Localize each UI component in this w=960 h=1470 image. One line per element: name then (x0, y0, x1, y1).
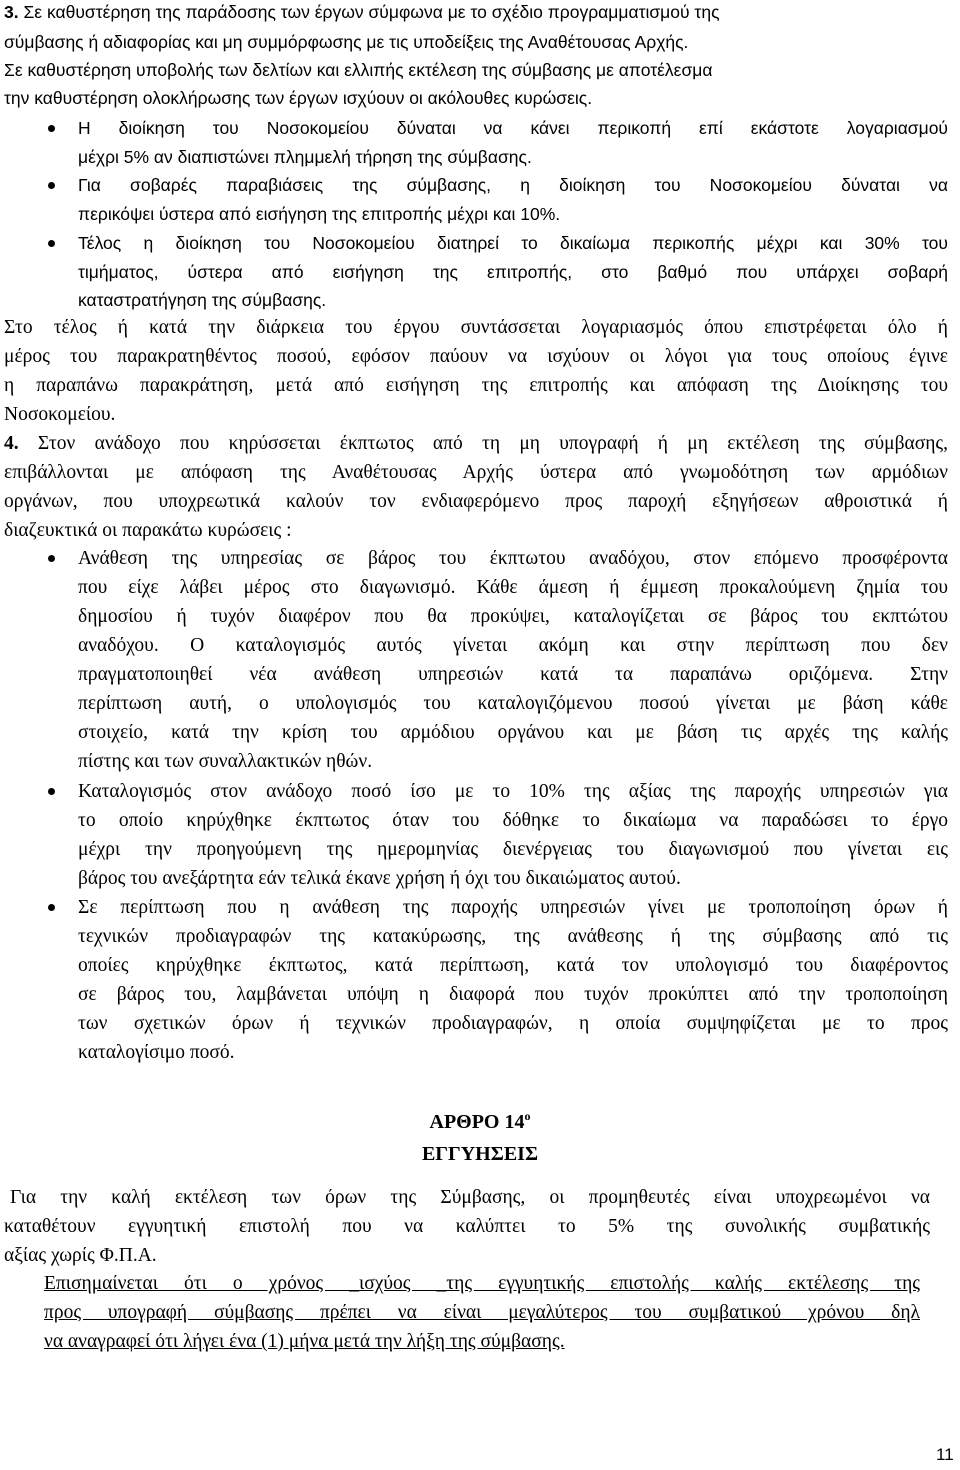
page-number: 11 (936, 1445, 954, 1464)
section-4-line: οργάνων, που υποχρεωτικά καλούν τον ενδιαφερόμενο προς παροχή εξηγήσεων αθροιστικά ή (4, 491, 948, 512)
bullet-text: Καταλογισμός στον ανάδοχο ποσό ίσο με το 10% της αξίας της παροχής υπηρεσιών για (78, 781, 948, 802)
bullet-text: των σχετικών όρων ή τεχνικών προδιαγραφών, η οποία συμψηφίζεται με το προς (78, 1013, 948, 1034)
section-3-text: Σε καθυστέρηση της παράδοσης των έργων σύμφωνα με το σχέδιο προγραμματισμού της (23, 2, 720, 22)
bullet-text: Ανάθεση της υπηρεσίας σε βάρος του έκπτωτου αναδόχου, στον επόμενο προσφέροντα (78, 548, 948, 569)
bullet-text: Για σοβαρές παραβιάσεις της σύμβασης, η διοίκηση του Νοσοκομείου δύναται να (78, 175, 948, 195)
bullet-text: Σε περίπτωση που η ανάθεση της παροχής υπηρεσιών γίνει με τροποποίηση όρων ή (78, 897, 948, 918)
article-title-sup: ο (524, 1109, 531, 1123)
bullet-text: Η διοίκηση του Νοσοκομείου δύναται να κάνει περικοπή επί εκάστοτε λογαριασμού (78, 118, 948, 138)
section-3-line (4, 4, 950, 22)
section-4-line: επιβάλλονται με απόφαση της Αναθέτουσας Αρχής ύστερα από γνωμοδότηση των αρμόδιων (4, 462, 948, 483)
bullet-text: πραγματοποιηθεί νέα ανάθεση υπηρεσιών κατά τα παραπάνω οριζόμενα. Στην (78, 664, 948, 685)
bullet-text: δημοσίου ή τυχόν διαφέρον που θα προκύψει, καταλογίζεται σε βάρος του εκπτώτου (78, 606, 948, 627)
paragraph-line: Στο τέλος ή κατά την διάρκεια του έργου συντάσσεται λογαριασμός όπου επιστρέφεται όλο ή (4, 317, 948, 338)
bullet-icon (48, 904, 55, 911)
underlined-note-line: να αναγραφεί ότι λήγει ένα (1) μήνα μετά την λήξη της σύμβασης. (44, 1331, 565, 1352)
bullet-icon (48, 788, 55, 795)
bullet-text: αναδόχου. Ο καταλογισμός αυτός γίνεται ακόμη και στην περίπτωση που δεν (78, 635, 948, 656)
bullet-text: Τέλος η διοίκηση του Νοσοκομείου διατηρεί το δικαίωμα περικοπής μέχρι και 30% του (78, 233, 948, 253)
paragraph-line: η παραπάνω παρακράτηση, μετά από εισήγηση της επιτροπής και απόφαση της Διοίκησης του (4, 375, 948, 396)
bullet-text: μέχρι 5% αν διαπιστώνει πλημμελή τήρηση της σύμβασης. (78, 147, 532, 167)
bullet-icon (48, 182, 55, 189)
section-4-line (4, 434, 948, 454)
bullet-text: που είχε λάβει μέρος στο διαγωνισμό. Κάθε άμεση ή έμμεση προκαλούμενη ζημία του (78, 577, 948, 598)
article-paragraph-line: Για την καλή εκτέλεση των όρων της Σύμβασης, οι προμηθευτές είναι υποχρεωμένοι να (10, 1187, 930, 1208)
bullet-text: στοιχείο, κατά την κρίση του αρμόδιου οργάνου και με βάση τις αρχές της καλής (78, 722, 948, 743)
bullet-icon (48, 240, 55, 247)
section-4-number: 4. (4, 433, 19, 454)
article-title-text: ΑΡΘΡΟ 14 (429, 1111, 525, 1133)
paragraph-line: μέρος του παρακρατηθέντος ποσού, εφόσον παύουν να ισχύουν οι λόγοι για τους οποίους έγινε (4, 346, 948, 367)
bullet-text: οποίες κηρύχθηκε έκπτωτος, κατά περίπτωση, κατά τον υπολογισμό του διαφέροντος (78, 955, 948, 976)
section-3-number: 3. (4, 2, 19, 22)
bullet-text: τεχνικών προδιαγραφών της κατακύρωσης, της ανάθεσης ή της σύμβασης από τις (78, 926, 948, 947)
bullet-icon (48, 125, 55, 132)
article-title (0, 1109, 960, 1133)
bullet-text: μέχρι την προηγούμενη της ημερομηνίας διενέργειας του διαγωνισμού που γίνεται εις (78, 839, 948, 860)
section-3-line: Σε καθυστέρηση υποβολής των δελτίων και ελλιπής εκτέλεση της σύμβασης με αποτέλεσμα (4, 60, 713, 80)
bullet-text: καταστρατήγηση της σύμβασης. (78, 290, 327, 310)
article-paragraph-line: αξίας χωρίς Φ.Π.Α. (4, 1245, 157, 1266)
underlined-note-line: Επισημαίνεται ότι ο χρόνος _ισχύος _της εγγυητικής επιστολής καλής εκτέλεσης της (44, 1273, 920, 1294)
section-4-line: διαζευκτικά οι παρακάτω κυρώσεις : (4, 520, 292, 541)
bullet-text: καταλογίσιμο ποσό. (78, 1042, 235, 1063)
bullet-text: τιμήματος, ύστερα από εισήγηση της επιτροπής, στο βαθμό που υπάρχει σοβαρή (78, 262, 948, 282)
bullet-icon (48, 555, 55, 562)
article-subtitle: ΕΓΓΥΗΣΕΙΣ (421, 1143, 539, 1165)
underlined-note-line: προς υπογραφή σύμβασης πρέπει να είναι μεγαλύτερος του συμβατικού χρόνου δηλ (44, 1302, 920, 1323)
article-paragraph-line: καταθέτουν εγγυητική επιστολή που να καλύπτει το 5% της συνολικής συμβατικής (4, 1216, 930, 1237)
bullet-text: περίπτωση αυτή, ο υπολογισμός του καταλογιζόμενου ποσού γίνεται με βάση κάθε (78, 693, 948, 714)
bullet-text: σε βάρος του, λαμβάνεται υπόψη η διαφορά που τυχόν προκύπτει από την τροποποίηση (78, 984, 948, 1005)
section-3-line: σύμβασης ή αδιαφορίας και μη συμμόρφωσης με τις υποδείξεις της Αναθέτουσας Αρχής. (4, 32, 689, 52)
bullet-text: βάρος του ανεξάρτητα εάν τελικά έκανε χρήση ή όχι του δικαιώματος αυτού. (78, 868, 681, 889)
paragraph-line: Νοσοκομείου. (4, 404, 116, 425)
section-4-text: Στον ανάδοχο που κηρύσσεται έκπτωτος από τη μη υπογραφή ή μη εκτέλεση της σύμβασης, (37, 433, 949, 454)
bullet-text: περικόψει ύστερα από εισήγηση της επιτροπής μέχρι και 10%. (78, 204, 561, 224)
bullet-text: πίστης και των συναλλακτικών ηθών. (78, 751, 373, 772)
bullet-text: το οποίο κηρύχθηκε έκπτωτος όταν του δόθηκε το δικαίωμα να παραδώσει το έργο (78, 810, 948, 831)
section-3-line: την καθυστέρηση ολοκλήρωσης των έργων ισχύουν οι ακόλουθες κυρώσεις. (4, 88, 593, 108)
